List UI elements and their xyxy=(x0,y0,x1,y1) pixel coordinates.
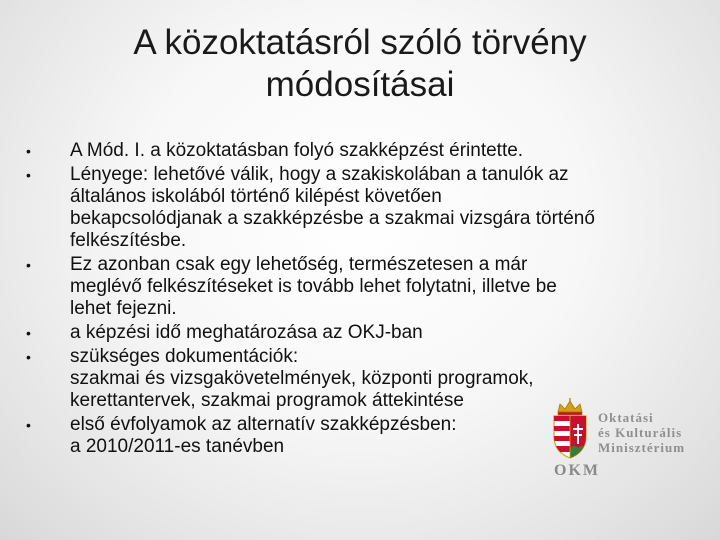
title-line-2: módosításai xyxy=(265,65,455,104)
bullet-dot: • xyxy=(26,167,31,183)
bullet-item xyxy=(26,254,696,320)
ministry-name-line-2: és Kulturális xyxy=(598,425,683,440)
bullet-text: általános iskolából történő kilépést követően xyxy=(70,186,442,207)
bullet-dot: • xyxy=(26,143,31,159)
bullet-text: Lényege: lehetővé válik, hogy a szakiskolában a tanulók az xyxy=(70,164,569,185)
bullet-text: kerettantervek, szakmai programok áttekintése xyxy=(70,390,464,411)
hungarian-coat-of-arms-icon xyxy=(548,398,592,460)
bullet-dot: • xyxy=(26,257,31,273)
bullet-text: első évfolyamok az alternatív szakképzésben: xyxy=(70,414,457,435)
slide-title xyxy=(40,22,680,106)
ministry-name xyxy=(598,410,685,455)
ministry-abbreviation: OKM xyxy=(554,462,600,479)
bullet-dot: • xyxy=(26,417,31,433)
title-line-1: A közoktatásról szóló törvény xyxy=(133,23,587,62)
bullet-text: bekapcsolódjanak a szakképzésbe a szakmai vizsgára történő xyxy=(70,208,595,229)
bullet-item xyxy=(26,140,696,162)
bullet-text: a 2010/2011-es tanévben xyxy=(70,436,285,457)
ministry-name-line-3: Minisztérium xyxy=(598,440,686,455)
bullet-dot: • xyxy=(26,325,31,341)
bullet-text: szakmai és vizsgakövetelmények, központi programok, xyxy=(70,368,534,389)
bullet-item xyxy=(26,164,696,252)
bullet-text: lehet fejezni. xyxy=(70,298,177,319)
ministry-name-line-1: Oktatási xyxy=(598,410,654,425)
bullet-dot: • xyxy=(26,349,31,365)
bullet-text: a képzési idő meghatározása az OKJ-ban xyxy=(70,322,423,343)
bullet-text: szükséges dokumentációk: xyxy=(70,346,299,367)
bullet-text: Ez azonban csak egy lehetőség, természetesen a már xyxy=(70,254,528,275)
bullet-text: A Mód. I. a közoktatásban folyó szakképzést érintette. xyxy=(70,140,524,161)
bullet-text: meglévő felkészítéseket is tovább lehet folytatni, illetve be xyxy=(70,276,557,297)
bullet-text: felkészítésbe. xyxy=(70,230,187,251)
bullet-item xyxy=(26,322,696,344)
ministry-logo xyxy=(548,398,708,488)
